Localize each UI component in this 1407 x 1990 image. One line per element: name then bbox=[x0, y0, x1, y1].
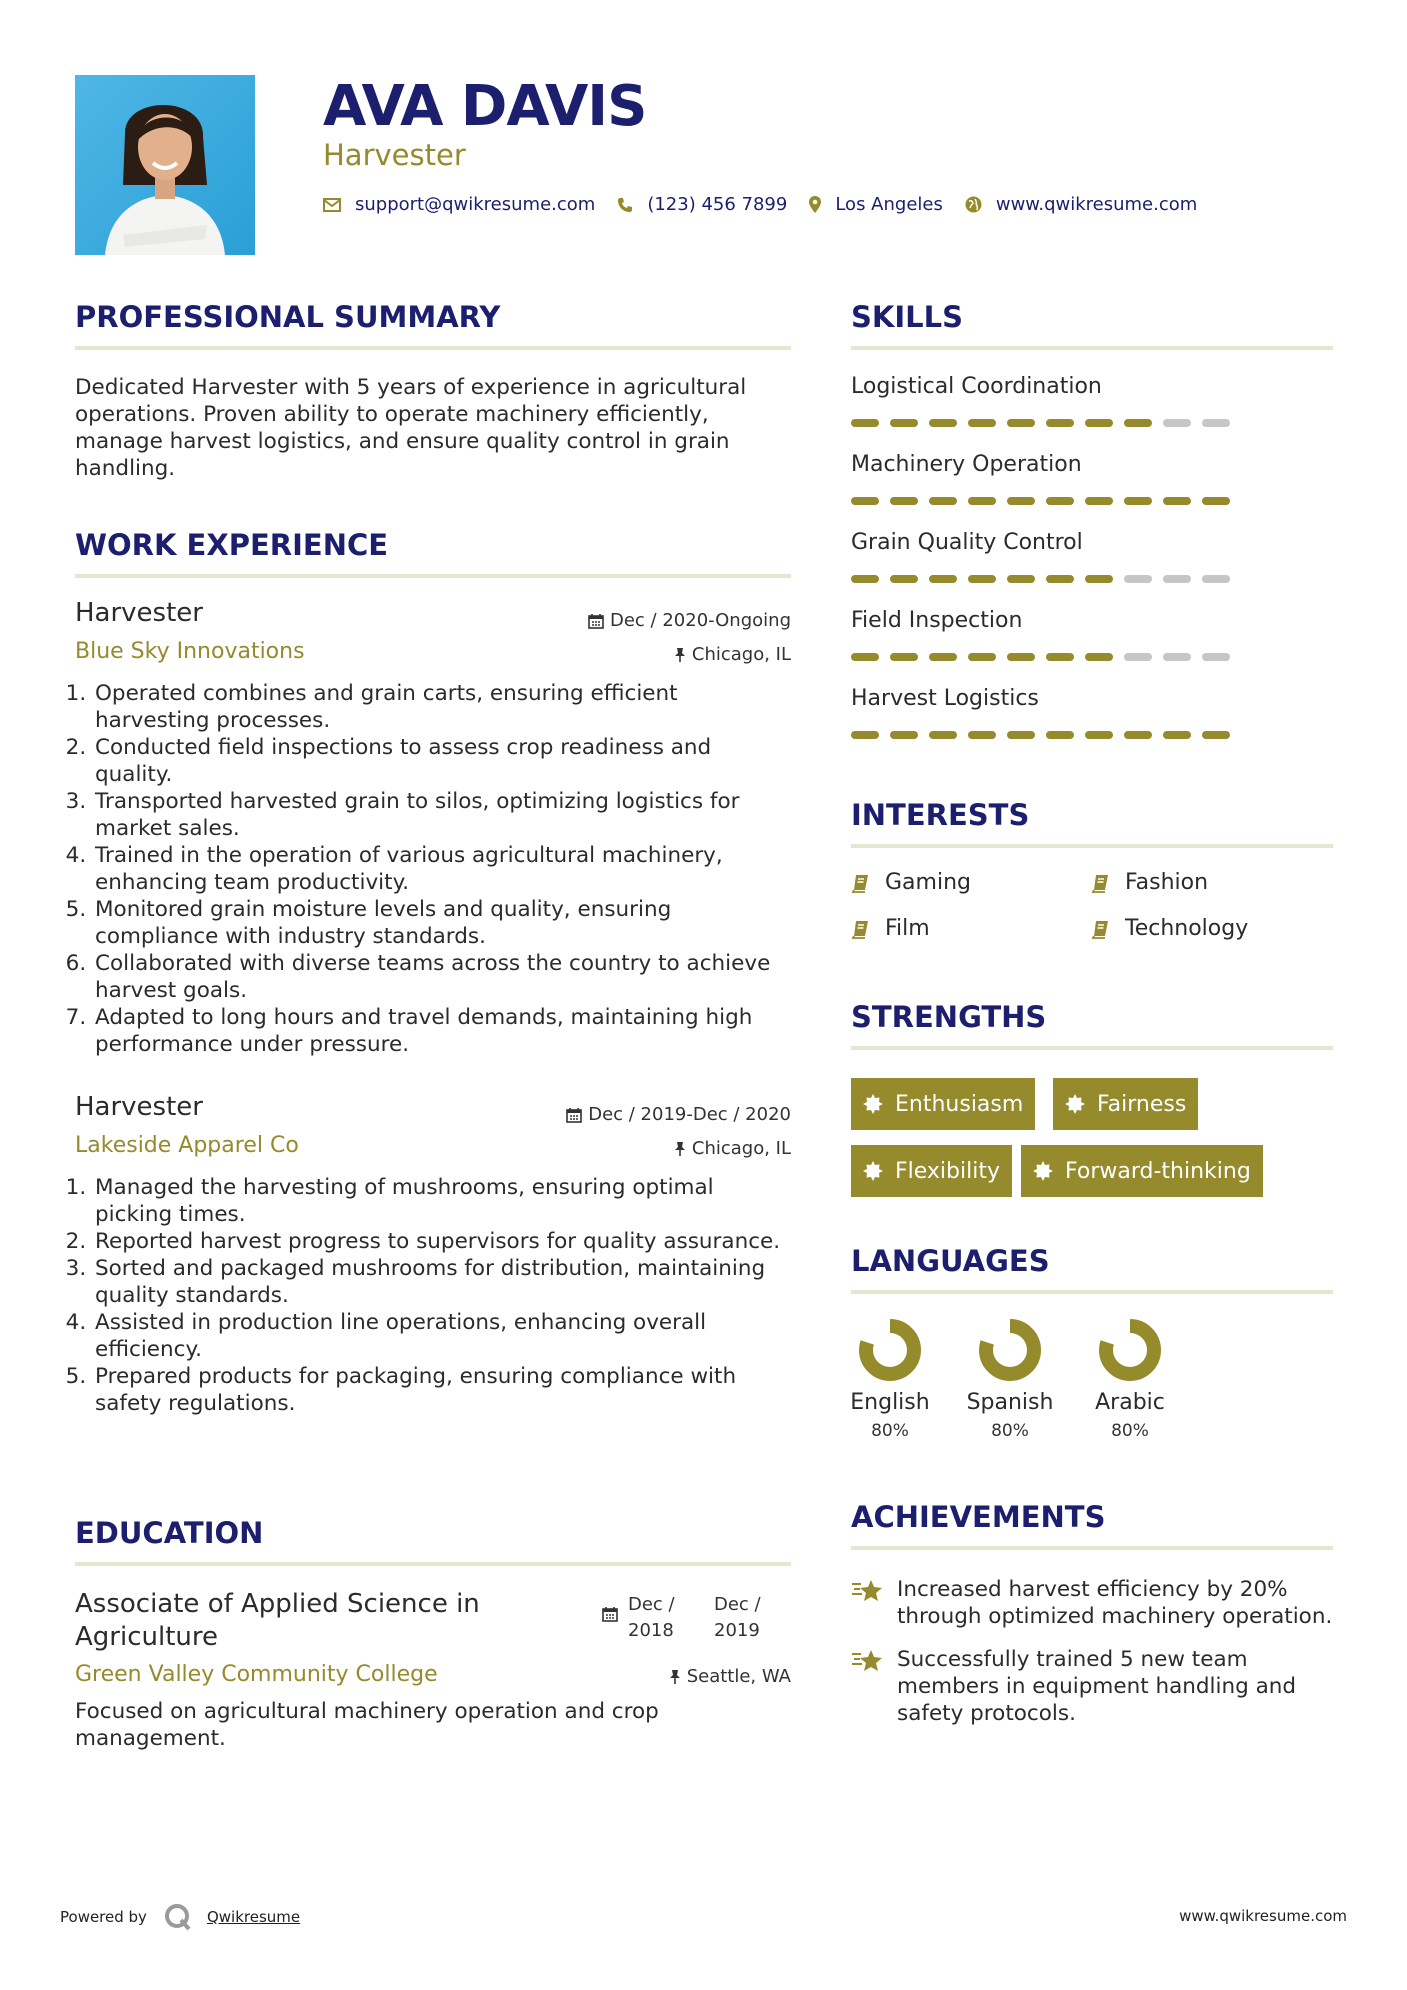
job-dates-text: Dec / 2019-Dec / 2020 bbox=[588, 1104, 791, 1125]
education-location-text: Seattle, WA bbox=[686, 1666, 791, 1687]
education-divider bbox=[75, 1562, 791, 1566]
achievement-item bbox=[851, 1646, 1333, 1727]
email-text: support@qwikresume.com bbox=[355, 194, 596, 215]
skill-level-meter bbox=[851, 575, 1333, 583]
job-location bbox=[674, 644, 791, 665]
job-title: Harvester bbox=[75, 1092, 203, 1122]
interest-item bbox=[851, 916, 930, 941]
skill-dot-filled bbox=[1085, 419, 1113, 427]
badge-star-icon bbox=[1033, 1161, 1053, 1181]
skill-dot-filled bbox=[929, 575, 957, 583]
language-name: Spanish bbox=[966, 1390, 1054, 1415]
job-dates bbox=[588, 610, 791, 631]
achievements-heading: ACHIEVEMENTS bbox=[851, 1500, 1106, 1534]
duty-item: 5. Monitored grain moisture levels and quality, ensuring compliance with industry standards. bbox=[93, 896, 791, 950]
skill-dot-filled bbox=[1085, 731, 1113, 739]
education-description: Focused on agricultural machinery operation and crop management. bbox=[75, 1699, 659, 1751]
contact-location bbox=[809, 194, 943, 215]
duty-item: 1. Managed the harvesting of mushrooms, ensuring optimal picking times. bbox=[93, 1174, 791, 1228]
skill-dot-filled bbox=[851, 419, 879, 427]
skill-dot-filled bbox=[1007, 419, 1035, 427]
skill-dot-filled bbox=[1046, 419, 1074, 427]
achievements-list bbox=[851, 1576, 1333, 1727]
skill-dot-empty bbox=[1124, 575, 1152, 583]
strength-badge bbox=[851, 1078, 1035, 1130]
skill-dot-filled bbox=[1046, 497, 1074, 505]
skill-dot-filled bbox=[1085, 497, 1113, 505]
language-percent: 80% bbox=[871, 1421, 909, 1441]
skill-dot-empty bbox=[1163, 419, 1191, 427]
duties-list bbox=[75, 1174, 791, 1417]
skill-dot-filled bbox=[1163, 731, 1191, 739]
duty-item: 7. Adapted to long hours and travel demands, maintaining high performance under pressure. bbox=[93, 1004, 791, 1058]
strength-label: Fairness bbox=[1097, 1091, 1187, 1117]
book-icon bbox=[851, 919, 871, 939]
skill-level-meter bbox=[851, 731, 1333, 739]
skill-dot-filled bbox=[890, 419, 918, 427]
skill-dot-filled bbox=[851, 497, 879, 505]
footer-website[interactable]: www.qwikresume.com bbox=[1179, 1907, 1347, 1925]
job-location-text: Chicago, IL bbox=[691, 644, 791, 665]
interest-label: Film bbox=[885, 916, 930, 941]
job-location bbox=[674, 1138, 791, 1159]
pushpin-icon bbox=[674, 1141, 686, 1157]
language-percent: 80% bbox=[991, 1421, 1029, 1441]
skill-name: Grain Quality Control bbox=[851, 530, 1083, 555]
contact-website[interactable] bbox=[965, 194, 1197, 215]
skill-dot-empty bbox=[1202, 419, 1230, 427]
school-name: Green Valley Community College bbox=[75, 1662, 438, 1687]
skill-dot-empty bbox=[1202, 653, 1230, 661]
contact-phone[interactable] bbox=[617, 194, 787, 215]
badge-star-icon bbox=[1065, 1094, 1085, 1114]
job-entry-1 bbox=[75, 598, 791, 1058]
duty-item: 1. Operated combines and grain carts, ensuring efficient harvesting processes. bbox=[93, 680, 791, 734]
skill-dot-filled bbox=[1163, 497, 1191, 505]
job-title: Harvester bbox=[75, 598, 203, 628]
summary-text: Dedicated Harvester with 5 years of experience in agricultural operations. Proven ability to operate machinery efficiently, manage harvest logistics, and ensure quality control in grain handling. bbox=[75, 375, 747, 481]
education-start-date: Dec / 2018 bbox=[628, 1594, 675, 1641]
skill-dot-filled bbox=[929, 731, 957, 739]
language-name: English bbox=[850, 1390, 930, 1415]
duties-list bbox=[75, 680, 791, 1058]
skill-dot-filled bbox=[968, 419, 996, 427]
globe-icon bbox=[965, 196, 982, 213]
map-pin-icon bbox=[809, 196, 821, 213]
duty-item: 4. Trained in the operation of various agricultural machinery, enhancing team productivity. bbox=[93, 842, 791, 896]
education-heading: EDUCATION bbox=[75, 1516, 264, 1550]
education-location bbox=[669, 1666, 791, 1687]
company-name: Blue Sky Innovations bbox=[75, 639, 305, 664]
pushpin-icon bbox=[674, 647, 686, 663]
skill-dot-filled bbox=[1202, 731, 1230, 739]
language-progress-ring bbox=[858, 1318, 922, 1382]
skill-name: Machinery Operation bbox=[851, 452, 1082, 477]
candidate-name: AVA DAVIS bbox=[323, 74, 647, 139]
skill-dot-filled bbox=[1124, 419, 1152, 427]
interests-heading: INTERESTS bbox=[851, 798, 1030, 832]
skill-dot-filled bbox=[968, 653, 996, 661]
summary-heading: PROFESSIONAL SUMMARY bbox=[75, 300, 501, 334]
languages-heading: LANGUAGES bbox=[851, 1244, 1050, 1278]
duty-item: 4. Assisted in production line operations, enhancing overall efficiency. bbox=[93, 1309, 791, 1363]
skill-row bbox=[851, 608, 1333, 686]
skill-dot-filled bbox=[968, 731, 996, 739]
shooting-star-icon bbox=[851, 1578, 885, 1604]
strength-badge bbox=[1053, 1078, 1198, 1130]
job-location-text: Chicago, IL bbox=[691, 1138, 791, 1159]
skill-dot-filled bbox=[1124, 731, 1152, 739]
location-text: Los Angeles bbox=[835, 194, 943, 215]
calendar-icon bbox=[566, 1107, 582, 1123]
skill-dot-filled bbox=[1124, 497, 1152, 505]
duty-item: 2. Reported harvest progress to supervisors for quality assurance. bbox=[93, 1228, 791, 1255]
interest-item bbox=[1091, 870, 1208, 895]
skill-row bbox=[851, 686, 1333, 764]
summary-divider bbox=[75, 346, 791, 350]
skills-divider bbox=[851, 346, 1333, 350]
skill-dot-filled bbox=[1007, 731, 1035, 739]
language-item bbox=[955, 1318, 1065, 1441]
skill-level-meter bbox=[851, 653, 1333, 661]
achievement-text: Successfully trained 5 new team members in equipment handling and safety protocols. bbox=[897, 1647, 1297, 1726]
badge-star-icon bbox=[863, 1161, 883, 1181]
envelope-icon bbox=[323, 198, 341, 212]
skill-dot-filled bbox=[968, 575, 996, 583]
skill-dot-filled bbox=[1085, 653, 1113, 661]
duty-item: 2. Conducted field inspections to assess crop readiness and quality. bbox=[93, 734, 791, 788]
strength-label: Flexibility bbox=[895, 1158, 1000, 1184]
powered-by-text: Powered by bbox=[60, 1908, 147, 1926]
skill-row bbox=[851, 452, 1333, 530]
duty-item: 3. Transported harvested grain to silos, optimizing logistics for market sales. bbox=[93, 788, 791, 842]
interest-item bbox=[1091, 916, 1248, 941]
duty-item: 6. Collaborated with diverse teams across the country to achieve harvest goals. bbox=[93, 950, 791, 1004]
languages-list bbox=[835, 1318, 1195, 1441]
skill-dot-filled bbox=[929, 497, 957, 505]
skills-heading: SKILLS bbox=[851, 300, 963, 334]
shooting-star-icon bbox=[851, 1648, 885, 1674]
skill-dot-filled bbox=[1007, 575, 1035, 583]
strength-label: Enthusiasm bbox=[895, 1091, 1024, 1117]
strengths-heading: STRENGTHS bbox=[851, 1000, 1047, 1034]
skill-dot-filled bbox=[1007, 653, 1035, 661]
skill-dot-empty bbox=[1163, 653, 1191, 661]
duty-item: 5. Prepared products for packaging, ensuring compliance with safety regulations. bbox=[93, 1363, 791, 1417]
footer-powered-by bbox=[60, 1902, 300, 1932]
strength-badge bbox=[851, 1145, 1012, 1197]
achievement-text: Increased harvest efficiency by 20% through optimized machinery operation. bbox=[897, 1577, 1333, 1629]
phone-icon bbox=[617, 197, 633, 213]
calendar-icon bbox=[602, 1606, 618, 1622]
book-icon bbox=[1091, 919, 1111, 939]
language-progress-ring bbox=[978, 1318, 1042, 1382]
interest-label: Fashion bbox=[1125, 870, 1209, 895]
interest-label: Technology bbox=[1125, 916, 1249, 941]
website-text: www.qwikresume.com bbox=[995, 194, 1198, 215]
skill-dot-filled bbox=[968, 497, 996, 505]
skill-level-meter bbox=[851, 497, 1333, 505]
pushpin-icon bbox=[669, 1669, 681, 1685]
skill-dot-filled bbox=[1085, 575, 1113, 583]
interests-list bbox=[851, 870, 1333, 970]
language-progress-arc bbox=[986, 1326, 1034, 1374]
job-entry-2 bbox=[75, 1092, 791, 1417]
skill-dot-filled bbox=[1046, 575, 1074, 583]
phone-text: (123) 456 7899 bbox=[647, 194, 788, 215]
achievements-divider bbox=[851, 1546, 1333, 1550]
badge-star-icon bbox=[863, 1094, 883, 1114]
brand-link[interactable]: Qwikresume bbox=[206, 1908, 301, 1926]
language-item bbox=[1075, 1318, 1185, 1441]
skill-dot-empty bbox=[1163, 575, 1191, 583]
interest-label: Gaming bbox=[885, 870, 971, 895]
skill-level-meter bbox=[851, 419, 1333, 427]
skill-dot-filled bbox=[890, 497, 918, 505]
language-name: Arabic bbox=[1095, 1390, 1165, 1415]
skill-dot-filled bbox=[890, 575, 918, 583]
profile-photo bbox=[75, 75, 255, 255]
contact-email[interactable] bbox=[323, 194, 595, 215]
experience-divider bbox=[75, 574, 791, 578]
duty-item: 3. Sorted and packaged mushrooms for distribution, maintaining quality standards. bbox=[93, 1255, 791, 1309]
skill-dot-filled bbox=[851, 731, 879, 739]
languages-divider bbox=[851, 1290, 1333, 1294]
language-progress-arc bbox=[866, 1326, 914, 1374]
skill-dot-empty bbox=[1202, 575, 1230, 583]
interests-divider bbox=[851, 844, 1333, 848]
achievement-item bbox=[851, 1576, 1333, 1630]
job-dates bbox=[566, 1104, 791, 1125]
experience-heading: WORK EXPERIENCE bbox=[75, 528, 389, 562]
education-entry bbox=[75, 1588, 791, 1768]
language-item bbox=[835, 1318, 945, 1441]
strength-badge bbox=[1021, 1145, 1263, 1197]
interest-item bbox=[851, 870, 971, 895]
skill-dot-filled bbox=[1007, 497, 1035, 505]
skill-row bbox=[851, 374, 1333, 452]
book-icon bbox=[851, 873, 871, 893]
skill-dot-filled bbox=[1046, 653, 1074, 661]
skill-dot-filled bbox=[929, 419, 957, 427]
language-progress-arc bbox=[1106, 1326, 1154, 1374]
skills-list bbox=[851, 374, 1333, 764]
skill-dot-filled bbox=[851, 653, 879, 661]
skill-name: Harvest Logistics bbox=[851, 686, 1039, 711]
skill-name: Field Inspection bbox=[851, 608, 1023, 633]
skill-dot-filled bbox=[851, 575, 879, 583]
skill-dot-filled bbox=[890, 653, 918, 661]
book-icon bbox=[1091, 873, 1111, 893]
strengths-divider bbox=[851, 1046, 1333, 1050]
job-dates-text: Dec / 2020-Ongoing bbox=[610, 610, 791, 631]
calendar-icon bbox=[588, 613, 604, 629]
contact-bar bbox=[323, 194, 1219, 215]
skill-name: Logistical Coordination bbox=[851, 374, 1102, 399]
strength-label: Forward-thinking bbox=[1065, 1158, 1251, 1184]
education-end-date: Dec / 2019 bbox=[714, 1594, 761, 1641]
skill-dot-filled bbox=[1202, 497, 1230, 505]
qwikresume-logo-icon bbox=[163, 1902, 193, 1932]
education-dates bbox=[602, 1592, 770, 1644]
company-name: Lakeside Apparel Co bbox=[75, 1133, 299, 1158]
language-progress-ring bbox=[1098, 1318, 1162, 1382]
language-percent: 80% bbox=[1111, 1421, 1149, 1441]
skill-dot-filled bbox=[929, 653, 957, 661]
candidate-title: Harvester bbox=[323, 138, 466, 172]
skill-dot-filled bbox=[1046, 731, 1074, 739]
degree-title: Associate of Applied Science in Agriculture bbox=[75, 1589, 480, 1652]
skill-dot-empty bbox=[1124, 653, 1152, 661]
skill-dot-filled bbox=[890, 731, 918, 739]
skill-row bbox=[851, 530, 1333, 608]
